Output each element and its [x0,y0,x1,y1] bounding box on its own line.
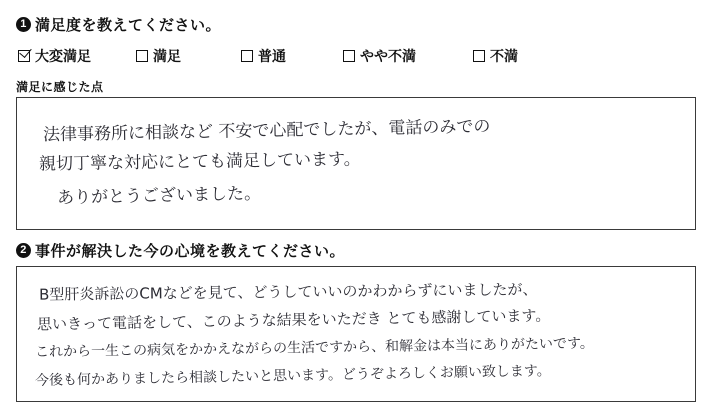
choice-neutral[interactable] [241,46,343,66]
choice-satisfied[interactable] [136,46,241,66]
handwritten-line: 思いきって電話をして、このような結果をいただき とても感謝しています。 [36,306,551,334]
checkbox-icon[interactable] [241,50,253,62]
handwritten-line: B型肝炎訴訟のCMなどを見て、どうしていいのかわからずにいましたが、 [38,280,538,304]
answer-box-question-2 [16,266,696,402]
question-1-heading [16,14,221,35]
handwritten-line: これから一生この病気をかかえながらの生活ですから、和解金は本当にありがたいです。 [34,335,594,361]
checkbox-icon[interactable] [473,50,485,62]
handwritten-line: ありがとうございました。 [56,183,262,209]
satisfaction-detail-label: 満足に感じた点 [16,80,104,94]
question-2-heading-text: 事件が解決した今の心境を教えてください。 [35,243,346,260]
choice-label: 大変満足 [35,48,91,64]
choice-somewhat-dissatisfied[interactable] [343,46,473,66]
choice-label: 不満 [490,48,518,64]
satisfaction-choices [18,46,578,66]
choice-dissatisfied[interactable] [473,46,518,66]
question-1-heading-text: 満足度を教えてください。 [35,17,222,34]
choice-label: 満足 [153,48,181,64]
handwritten-line: 法律事務所に相談など 不安で心配でしたが、電話のみでの [42,116,491,146]
question-1-number: 1 [16,17,31,32]
checkbox-checked-icon[interactable] [18,50,30,62]
answer-box-question-1 [16,97,696,230]
checkbox-icon[interactable] [343,50,355,62]
question-2-number: 2 [16,243,31,258]
choice-label: 普通 [258,48,286,64]
choice-label: やや不満 [360,48,416,64]
checkbox-icon[interactable] [136,50,148,62]
question-2-heading [16,240,345,261]
handwritten-line: 今後も何かありましたら相談したいと思います。どうぞよろしくお願い致します。 [34,363,551,389]
choice-very-satisfied[interactable] [18,46,136,66]
handwritten-line: 親切丁寧な対応にとても満足しています。 [38,149,361,175]
